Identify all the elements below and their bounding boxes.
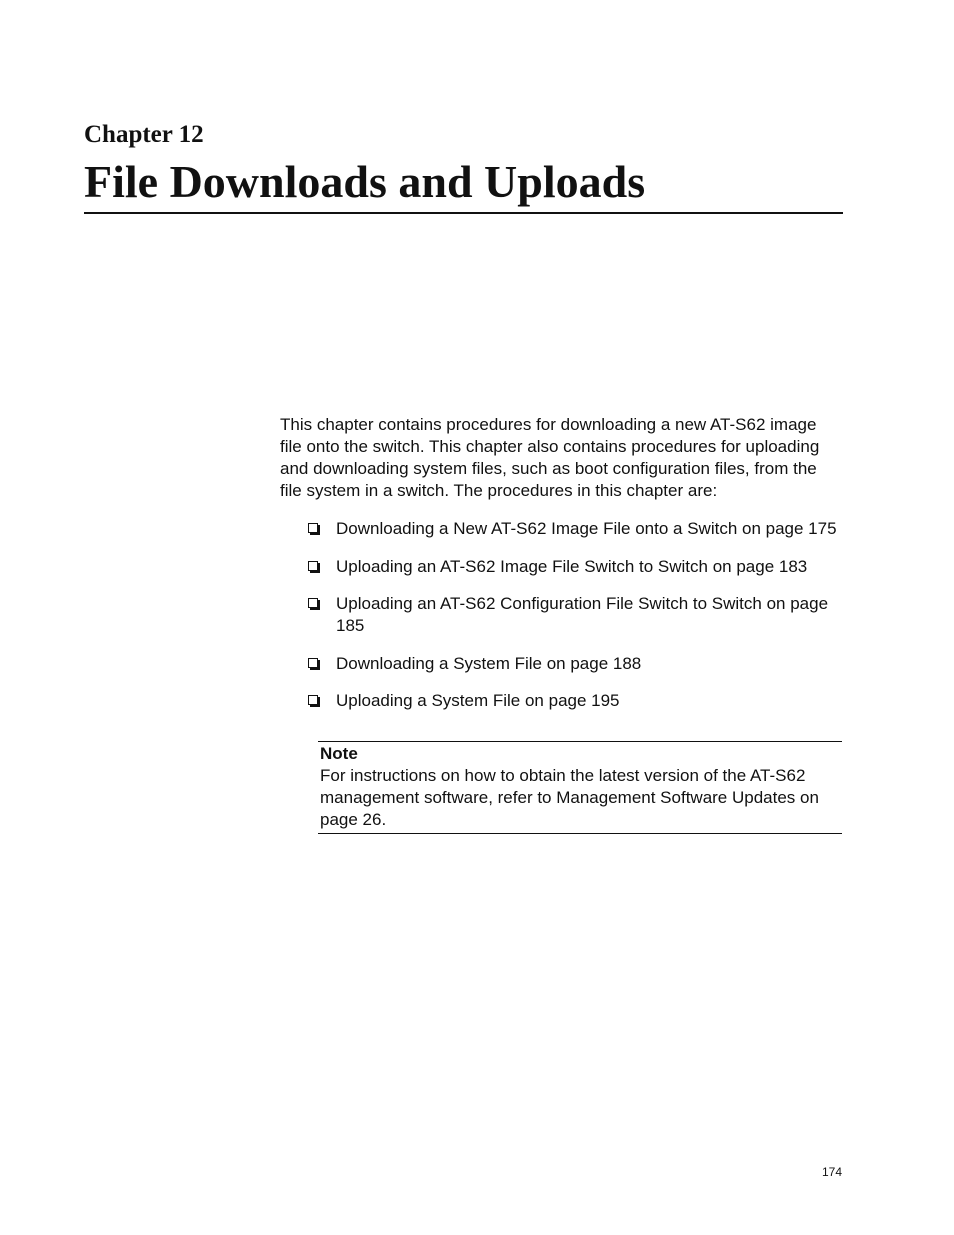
procedure-link-text[interactable]: Uploading an AT-S62 Configuration File Switch to Switch on page 185	[336, 594, 829, 635]
procedure-link-text[interactable]: Downloading a System File on page 188	[336, 653, 642, 673]
checkbox-icon	[308, 658, 318, 668]
procedure-item-upload-image	[308, 556, 848, 578]
procedure-link-text[interactable]: Uploading an AT-S62 Image File Switch to Switch on page 183	[336, 556, 808, 576]
checkbox-icon	[308, 695, 318, 705]
chapter-title: File Downloads and Uploads	[84, 156, 646, 207]
note-text: For instructions on how to obtain the latest version of the AT-S62 management software, refer to Management Software Updates on page 26.	[320, 766, 819, 829]
procedure-list	[308, 518, 848, 728]
procedure-link-text[interactable]: Uploading a System File on page 195	[336, 691, 620, 710]
intro-paragraph: This chapter contains procedures for downloading a new AT-S62 image file onto the switch. This chapter also contains procedures for uploading and downloading system files, such as boot configuration files, from the file system in a switch. The procedures in this chapter are:	[280, 415, 820, 500]
procedure-item-download-image	[308, 518, 848, 540]
note-label: Note	[320, 744, 358, 763]
checkbox-icon	[308, 523, 318, 533]
note-box	[318, 741, 842, 834]
procedure-item-upload-config	[308, 593, 848, 637]
procedure-item-upload-system-file	[308, 690, 848, 712]
page-number: 174	[821, 1165, 842, 1179]
procedure-item-download-system-file	[308, 653, 848, 675]
title-rule	[84, 212, 843, 214]
checkbox-icon	[308, 561, 318, 571]
procedure-link-text[interactable]: Downloading a New AT-S62 Image File onto a Switch on page 175	[336, 519, 837, 538]
checkbox-icon	[308, 598, 318, 608]
chapter-label: Chapter 12	[84, 121, 204, 148]
